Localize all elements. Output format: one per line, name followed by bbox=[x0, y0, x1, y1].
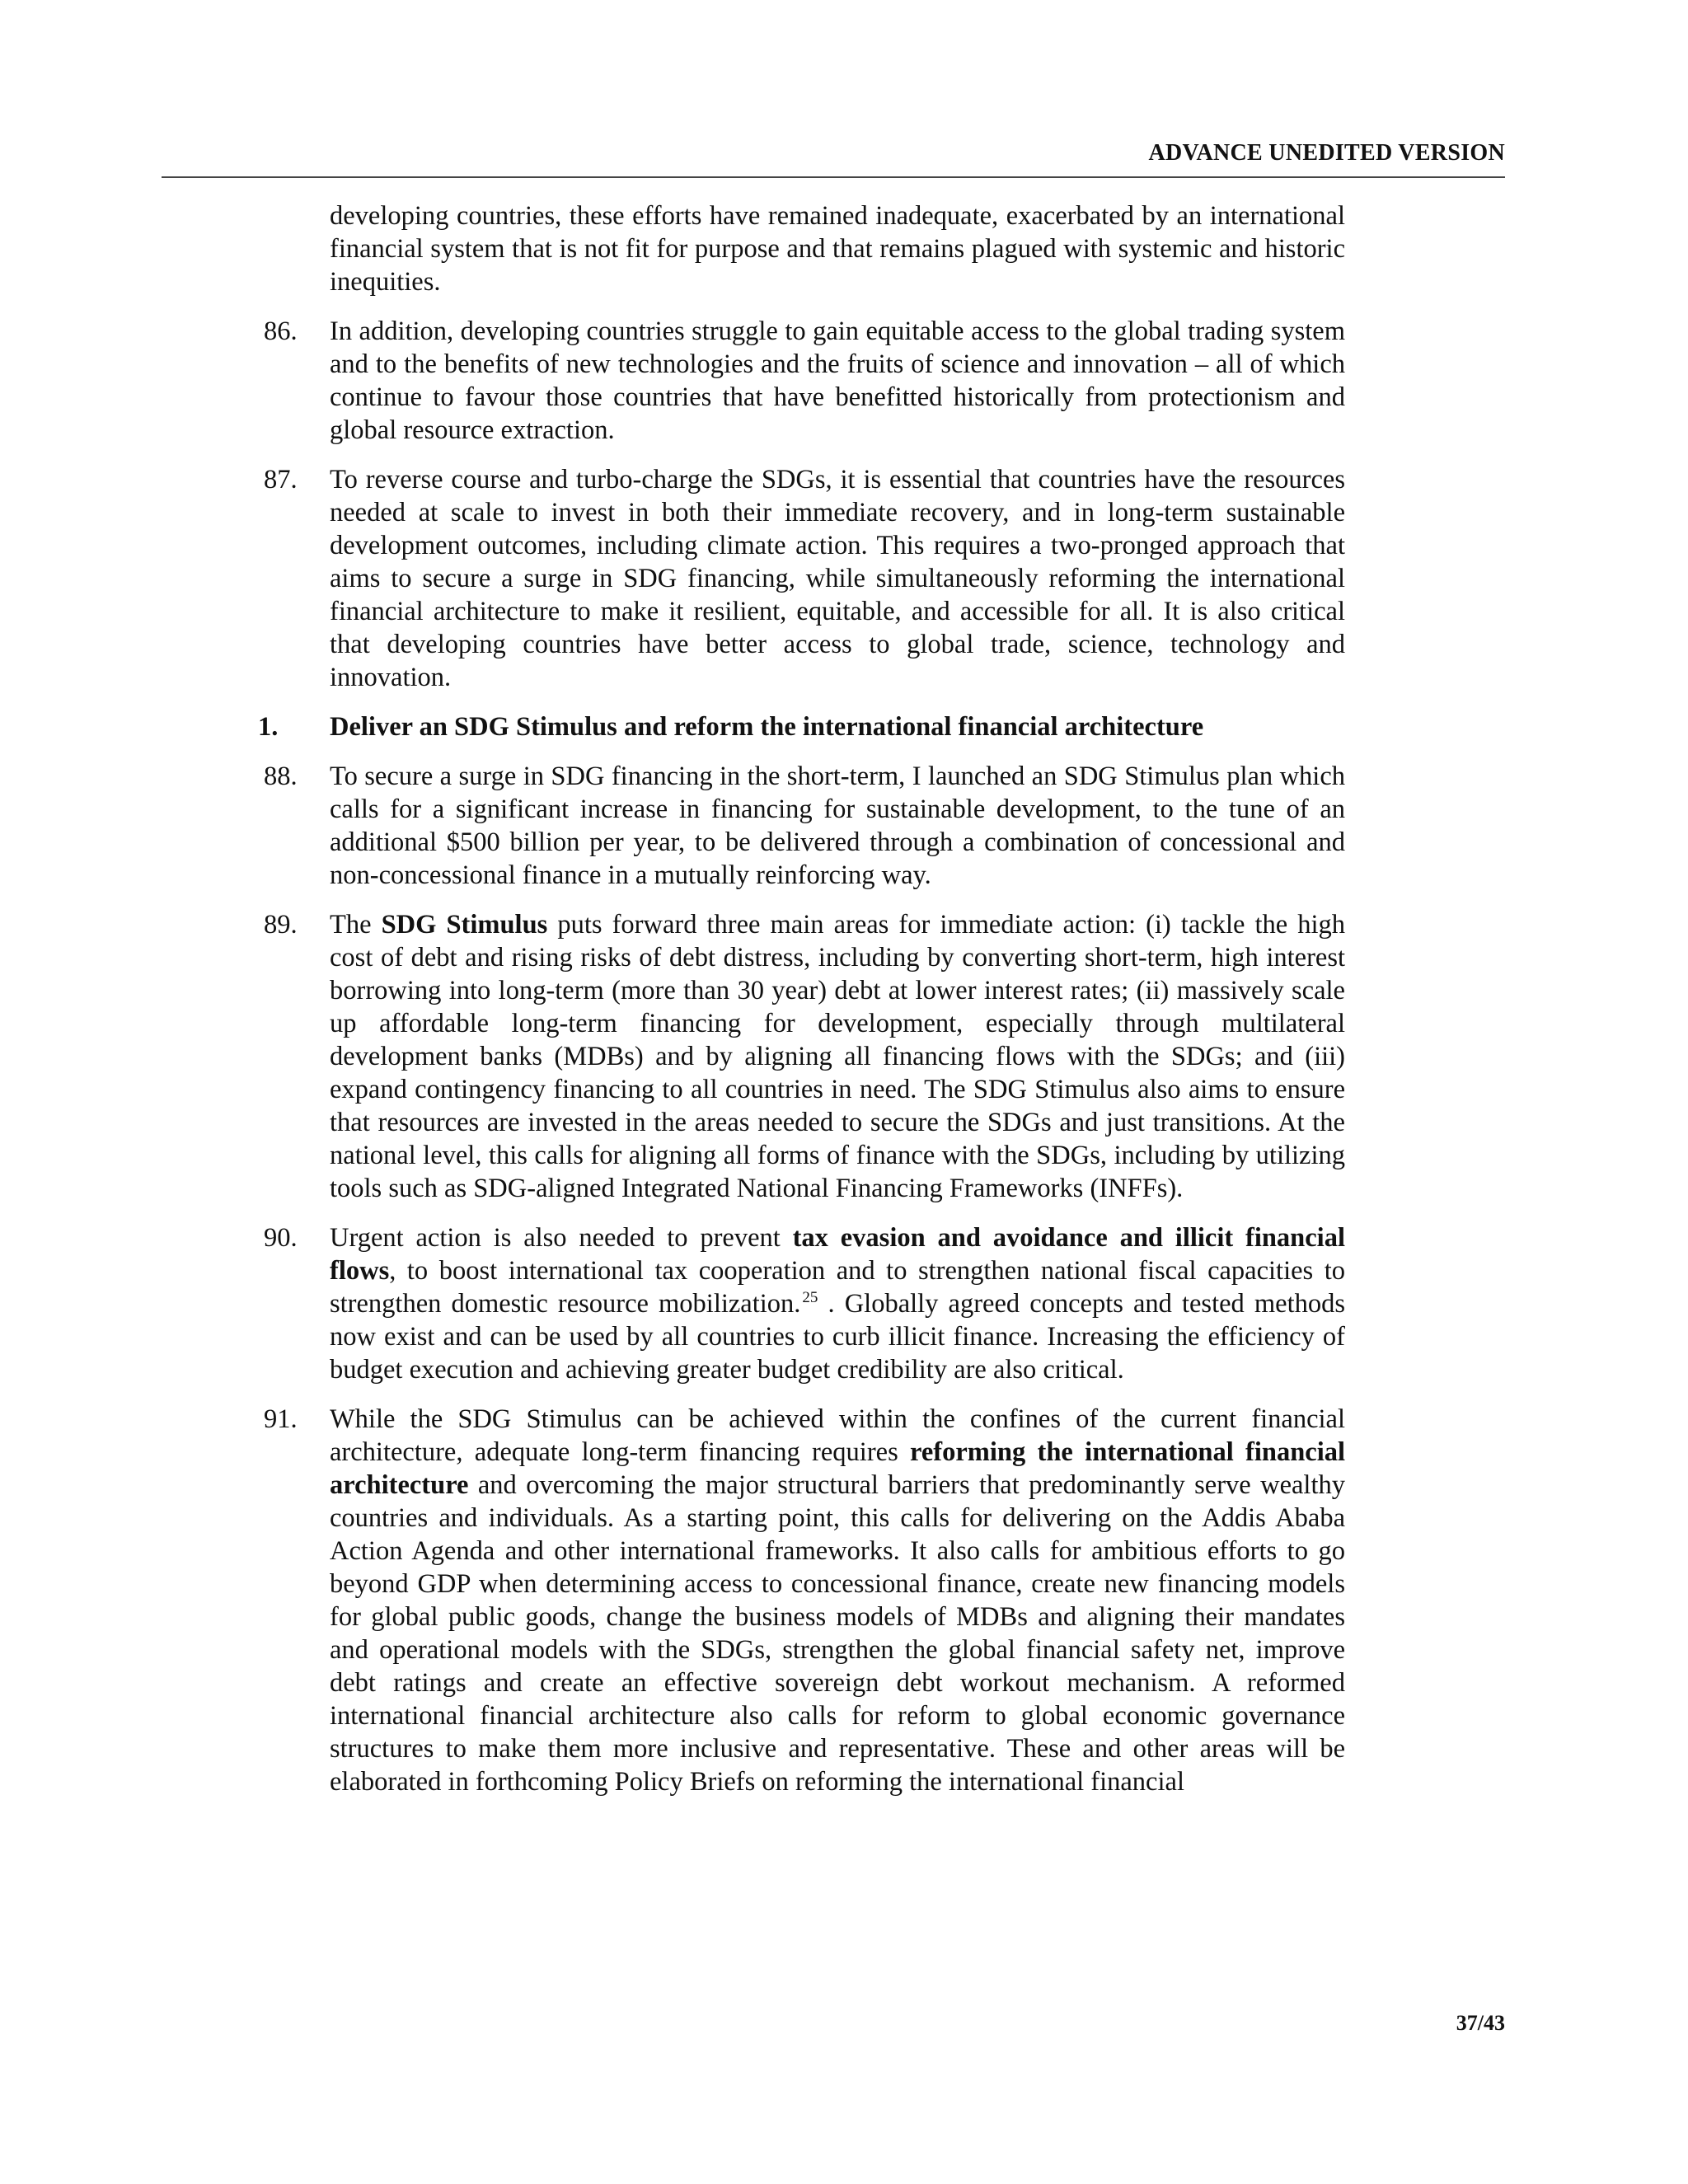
paragraph-number: 86. bbox=[264, 316, 298, 346]
paragraph-87 bbox=[264, 463, 1345, 694]
page-number: 37/43 bbox=[1456, 2011, 1505, 2035]
paragraph-text: Urgent action is also needed to prevent bbox=[330, 1223, 793, 1253]
section-heading-1 bbox=[258, 710, 1345, 743]
paragraph-number: 88. bbox=[264, 762, 298, 791]
section-number: 1. bbox=[258, 712, 279, 742]
paragraph-text: To secure a surge in SDG financing in the short-term, I launched an SDG Stimulus plan which calls for a significant increase in financing for sustainable development, to the tune of an additional $500 billion per year, to be delivered through a combination of concessional and non-concessional finance in a mutually reinforcing way. bbox=[330, 762, 1345, 890]
bold-phrase-tax-evasion: tax evasion and avoidance and illicit financial flows bbox=[330, 1223, 1345, 1286]
paragraph-88 bbox=[264, 760, 1345, 892]
paragraph-89 bbox=[264, 908, 1345, 1205]
section-title: Deliver an SDG Stimulus and reform the international financial architecture bbox=[330, 712, 1204, 742]
paragraph-continuation bbox=[330, 199, 1345, 298]
paragraph-text: puts forward three main areas for immediate action: (i) tackle the high cost of debt and rising risks of debt distress, including by converting short-term, high interest borrowing into long-term (more than 30 year) debt at lower interest rates; (ii) massively scale up affordable long-term financing for development, especially through multilateral development banks (MDBs) and by aligning all financing flows with the SDGs; and (iii) expand contingency financing to all countries in need. The SDG Stimulus also aims to ensure that resources are invested in the areas needed to secure the SDGs and just transitions. At the national level, this calls for aligning all forms of finance with the SDGs, including by utilizing tools such as SDG-aligned Integrated National Financing Frameworks (INFFs). bbox=[330, 910, 1345, 1203]
paragraph-number: 90. bbox=[264, 1223, 298, 1253]
paragraph-text: developing countries, these efforts have remained inadequate, exacerbated by an international financial system that is not fit for purpose and that remains plagued with systemic and historic inequities. bbox=[330, 201, 1345, 297]
bold-phrase-sdg-stimulus: SDG Stimulus bbox=[381, 910, 548, 940]
footnote-reference[interactable]: 25 bbox=[802, 1289, 818, 1307]
document-body bbox=[258, 199, 1346, 1815]
paragraph-text: The bbox=[330, 910, 382, 940]
paragraph-number: 87. bbox=[264, 465, 298, 494]
paragraph-number: 91. bbox=[264, 1404, 298, 1434]
paragraph-text: To reverse course and turbo-charge the SDGs, it is essential that countries have the resources needed at scale to invest in both their immediate recovery, and in long-term sustainable development outcomes, including climate action. This requires a two-pronged approach that aims to secure a surge in SDG financing, while simultaneously reforming the international financial architecture to make it resilient, equitable, and accessible for all. It is also critical that developing countries have better access to global trade, science, technology and innovation. bbox=[330, 465, 1345, 692]
paragraph-text: , to boost international tax cooperation and to strengthen national fiscal capacities to strengthen domestic resource mobilization. bbox=[330, 1256, 1345, 1319]
paragraph-90 bbox=[264, 1221, 1345, 1386]
paragraph-text: In addition, developing countries struggle to gain equitable access to the global trading system and to the benefits of new technologies and the fruits of science and innovation – all of which continue to favour those countries that have benefitted historically from protectionism and global resource extraction. bbox=[330, 316, 1345, 445]
paragraph-text: . Globally agreed concepts and tested methods now exist and can be used by all countries to curb illicit finance. Increasing the efficiency of budget execution and achieving greater budget credibility are also critical. bbox=[330, 1289, 1345, 1385]
paragraph-text: While the SDG Stimulus can be achieved within the confines of the current financial architecture, adequate long-term financing requires bbox=[330, 1404, 1345, 1467]
bold-phrase-reforming-architecture: reforming the international financial architecture bbox=[330, 1437, 1346, 1500]
header-rule bbox=[162, 176, 1505, 178]
document-header-title: ADVANCE UNEDITED VERSION bbox=[1148, 140, 1505, 166]
paragraph-text: and overcoming the major structural barriers that predominantly serve wealthy countries and individuals. As a starting point, this calls for delivering on the Addis Ababa Action Agenda and other international frameworks. It also calls for ambitious efforts to go beyond GDP when determining access to concessional finance, create new financing models for global public goods, change the business models of MDBs and aligning their mandates and operational models with the SDGs, strengthen the global financial safety net, improve debt ratings and create an effective sovereign debt workout mechanism. A reformed international financial architecture also calls for reform to global economic governance structures to make them more inclusive and representative. These and other areas will be elaborated in forthcoming Policy Briefs on reforming the international financial bbox=[330, 1470, 1345, 1797]
paragraph-91 bbox=[264, 1403, 1346, 1798]
paragraph-number: 89. bbox=[264, 910, 298, 940]
paragraph-86 bbox=[264, 315, 1345, 447]
